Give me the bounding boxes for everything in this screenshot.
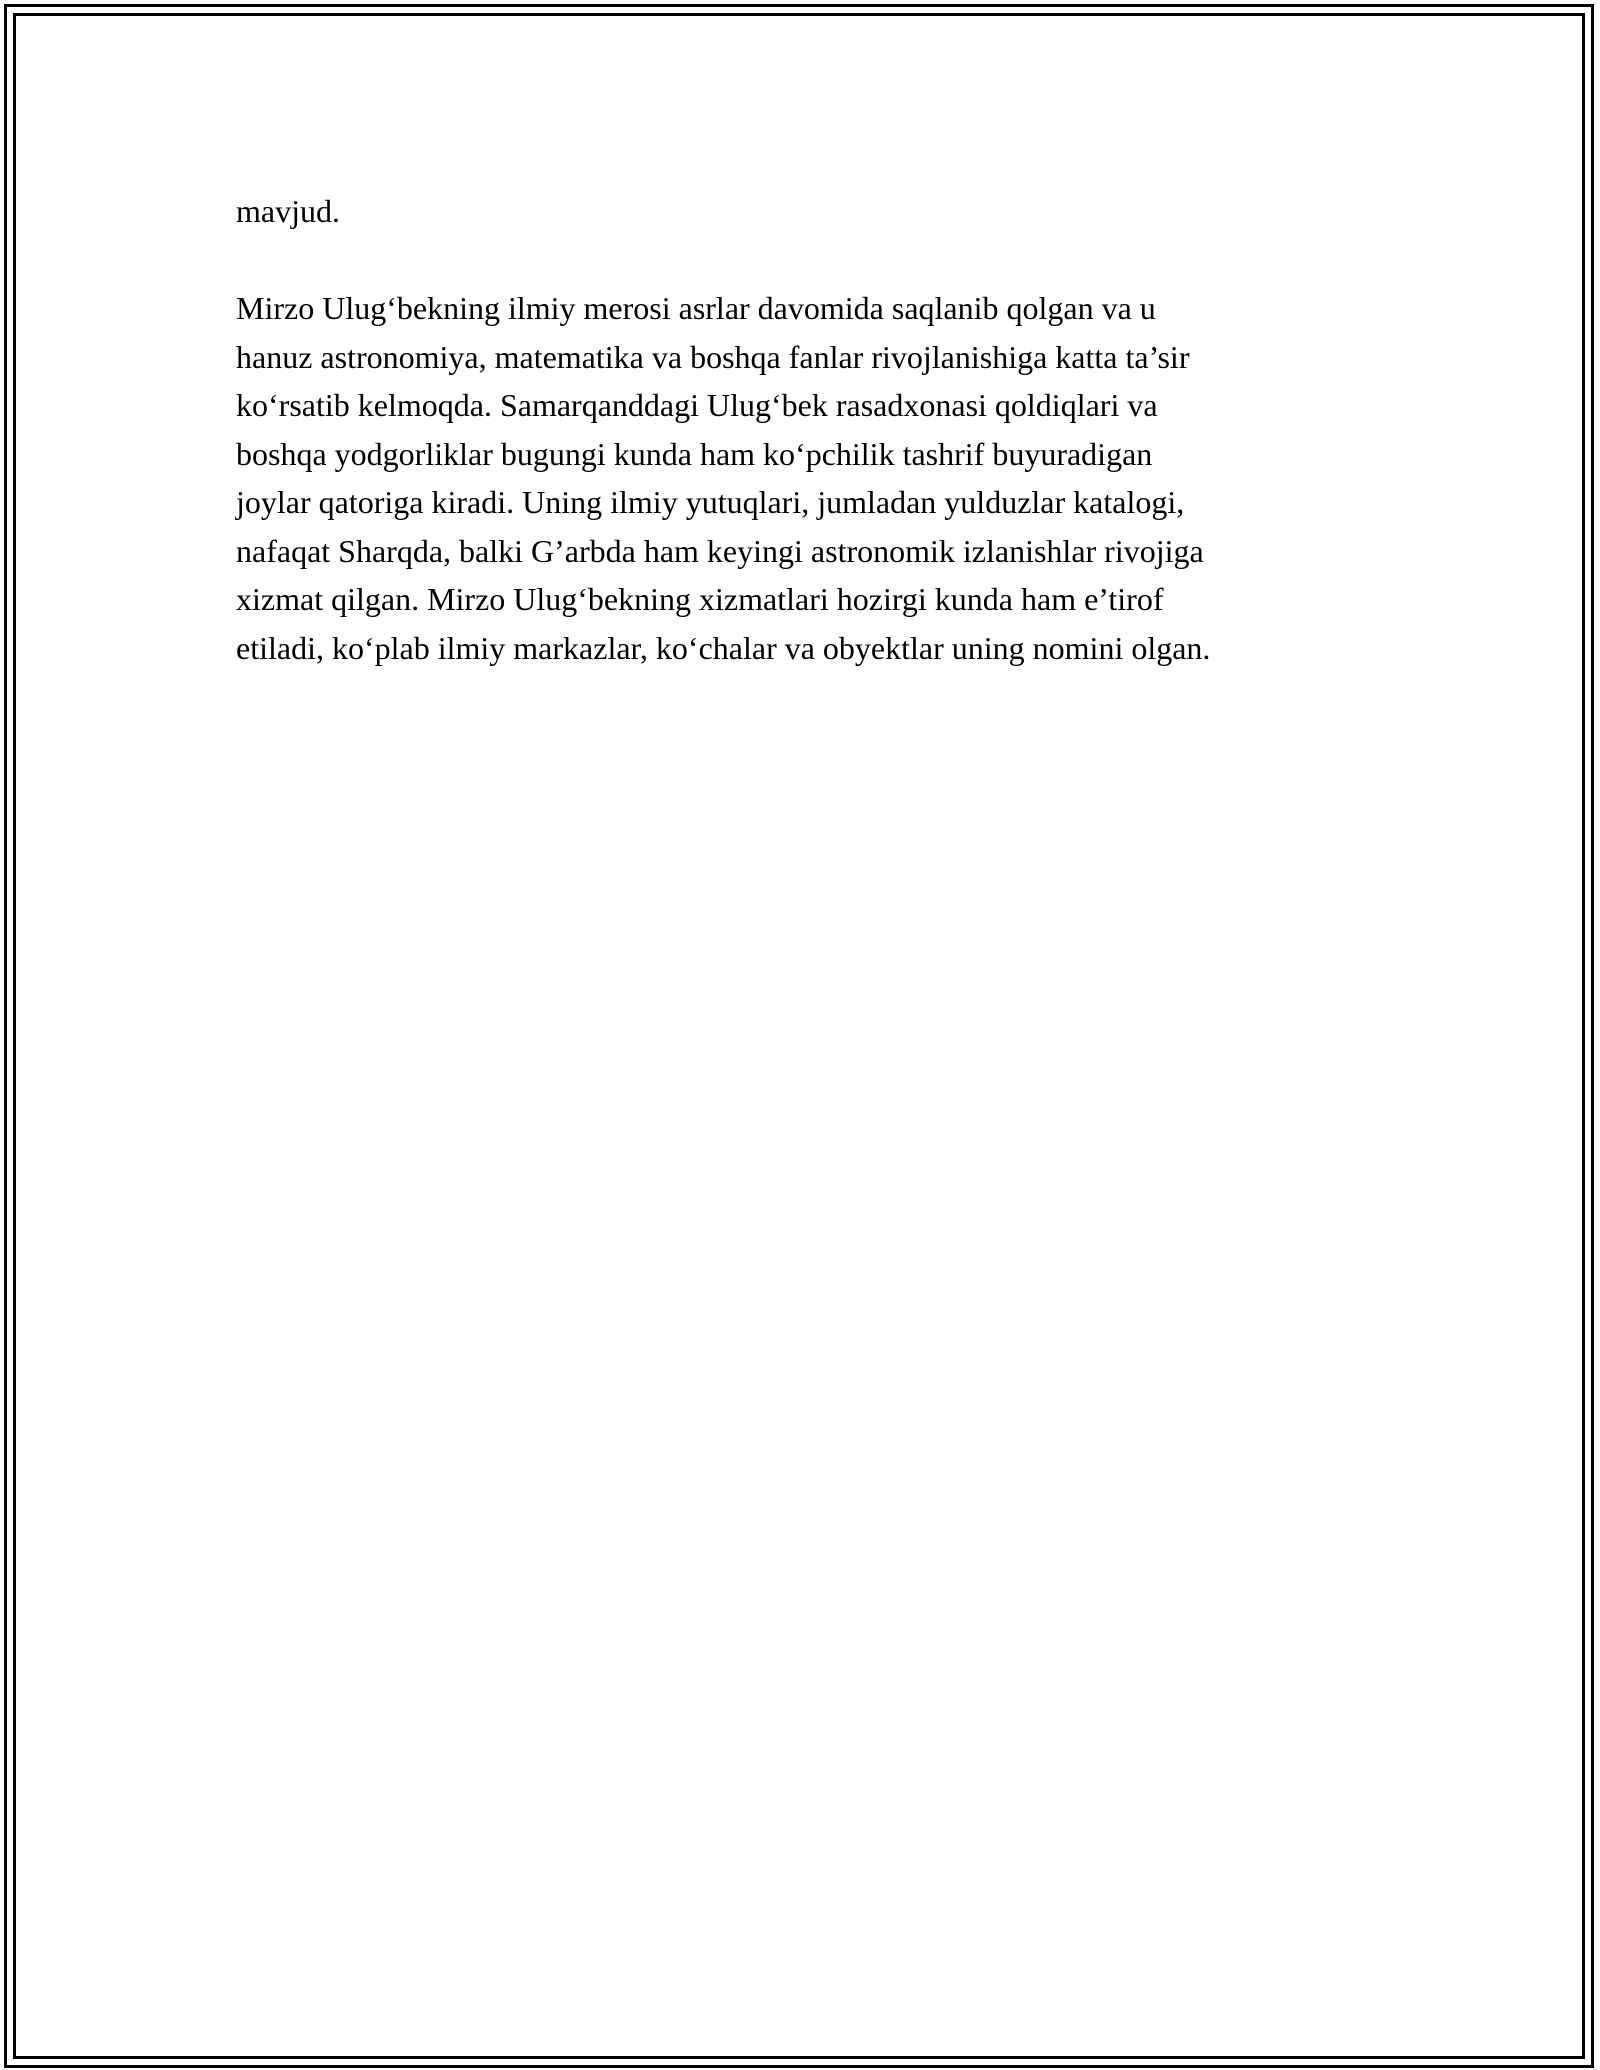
text-line: ko‘rsatib kelmoqda. Samarqanddagi Ulug‘bek rasadxonasi qoldiqlari va (236, 387, 1158, 423)
text-line: etiladi, ko‘plab ilmiy markazlar, ko‘chalar va obyektlar uning nomini olgan. (236, 629, 1211, 666)
paragraph-continuation (236, 187, 1376, 236)
text-line: mavjud. (236, 193, 340, 229)
text-line: joylar qatoriga kiradi. Uning ilmiy yutuqlari, jumladan yulduzlar katalogi, (236, 484, 1185, 520)
document-body (236, 187, 1376, 672)
text-line: boshqa yodgorliklar bugungi kunda ham ko‘pchilik tashrif buyuradigan (236, 435, 1153, 472)
paragraph-legacy (236, 284, 1376, 672)
text-line: hanuz astronomiya, matematika va boshqa fanlar rivojlanishiga katta ta’sir (236, 338, 1190, 375)
text-line: Mirzo Ulug‘bekning ilmiy merosi asrlar davomida saqlanib qolgan va u (236, 290, 1156, 326)
text-line: xizmat qilgan. Mirzo Ulug‘bekning xizmatlari hozirgi kunda ham e’tirof (236, 581, 1164, 617)
text-line: nafaqat Sharqda, balki G’arbda ham keyingi astronomik izlanishlar rivojiga (236, 532, 1204, 569)
